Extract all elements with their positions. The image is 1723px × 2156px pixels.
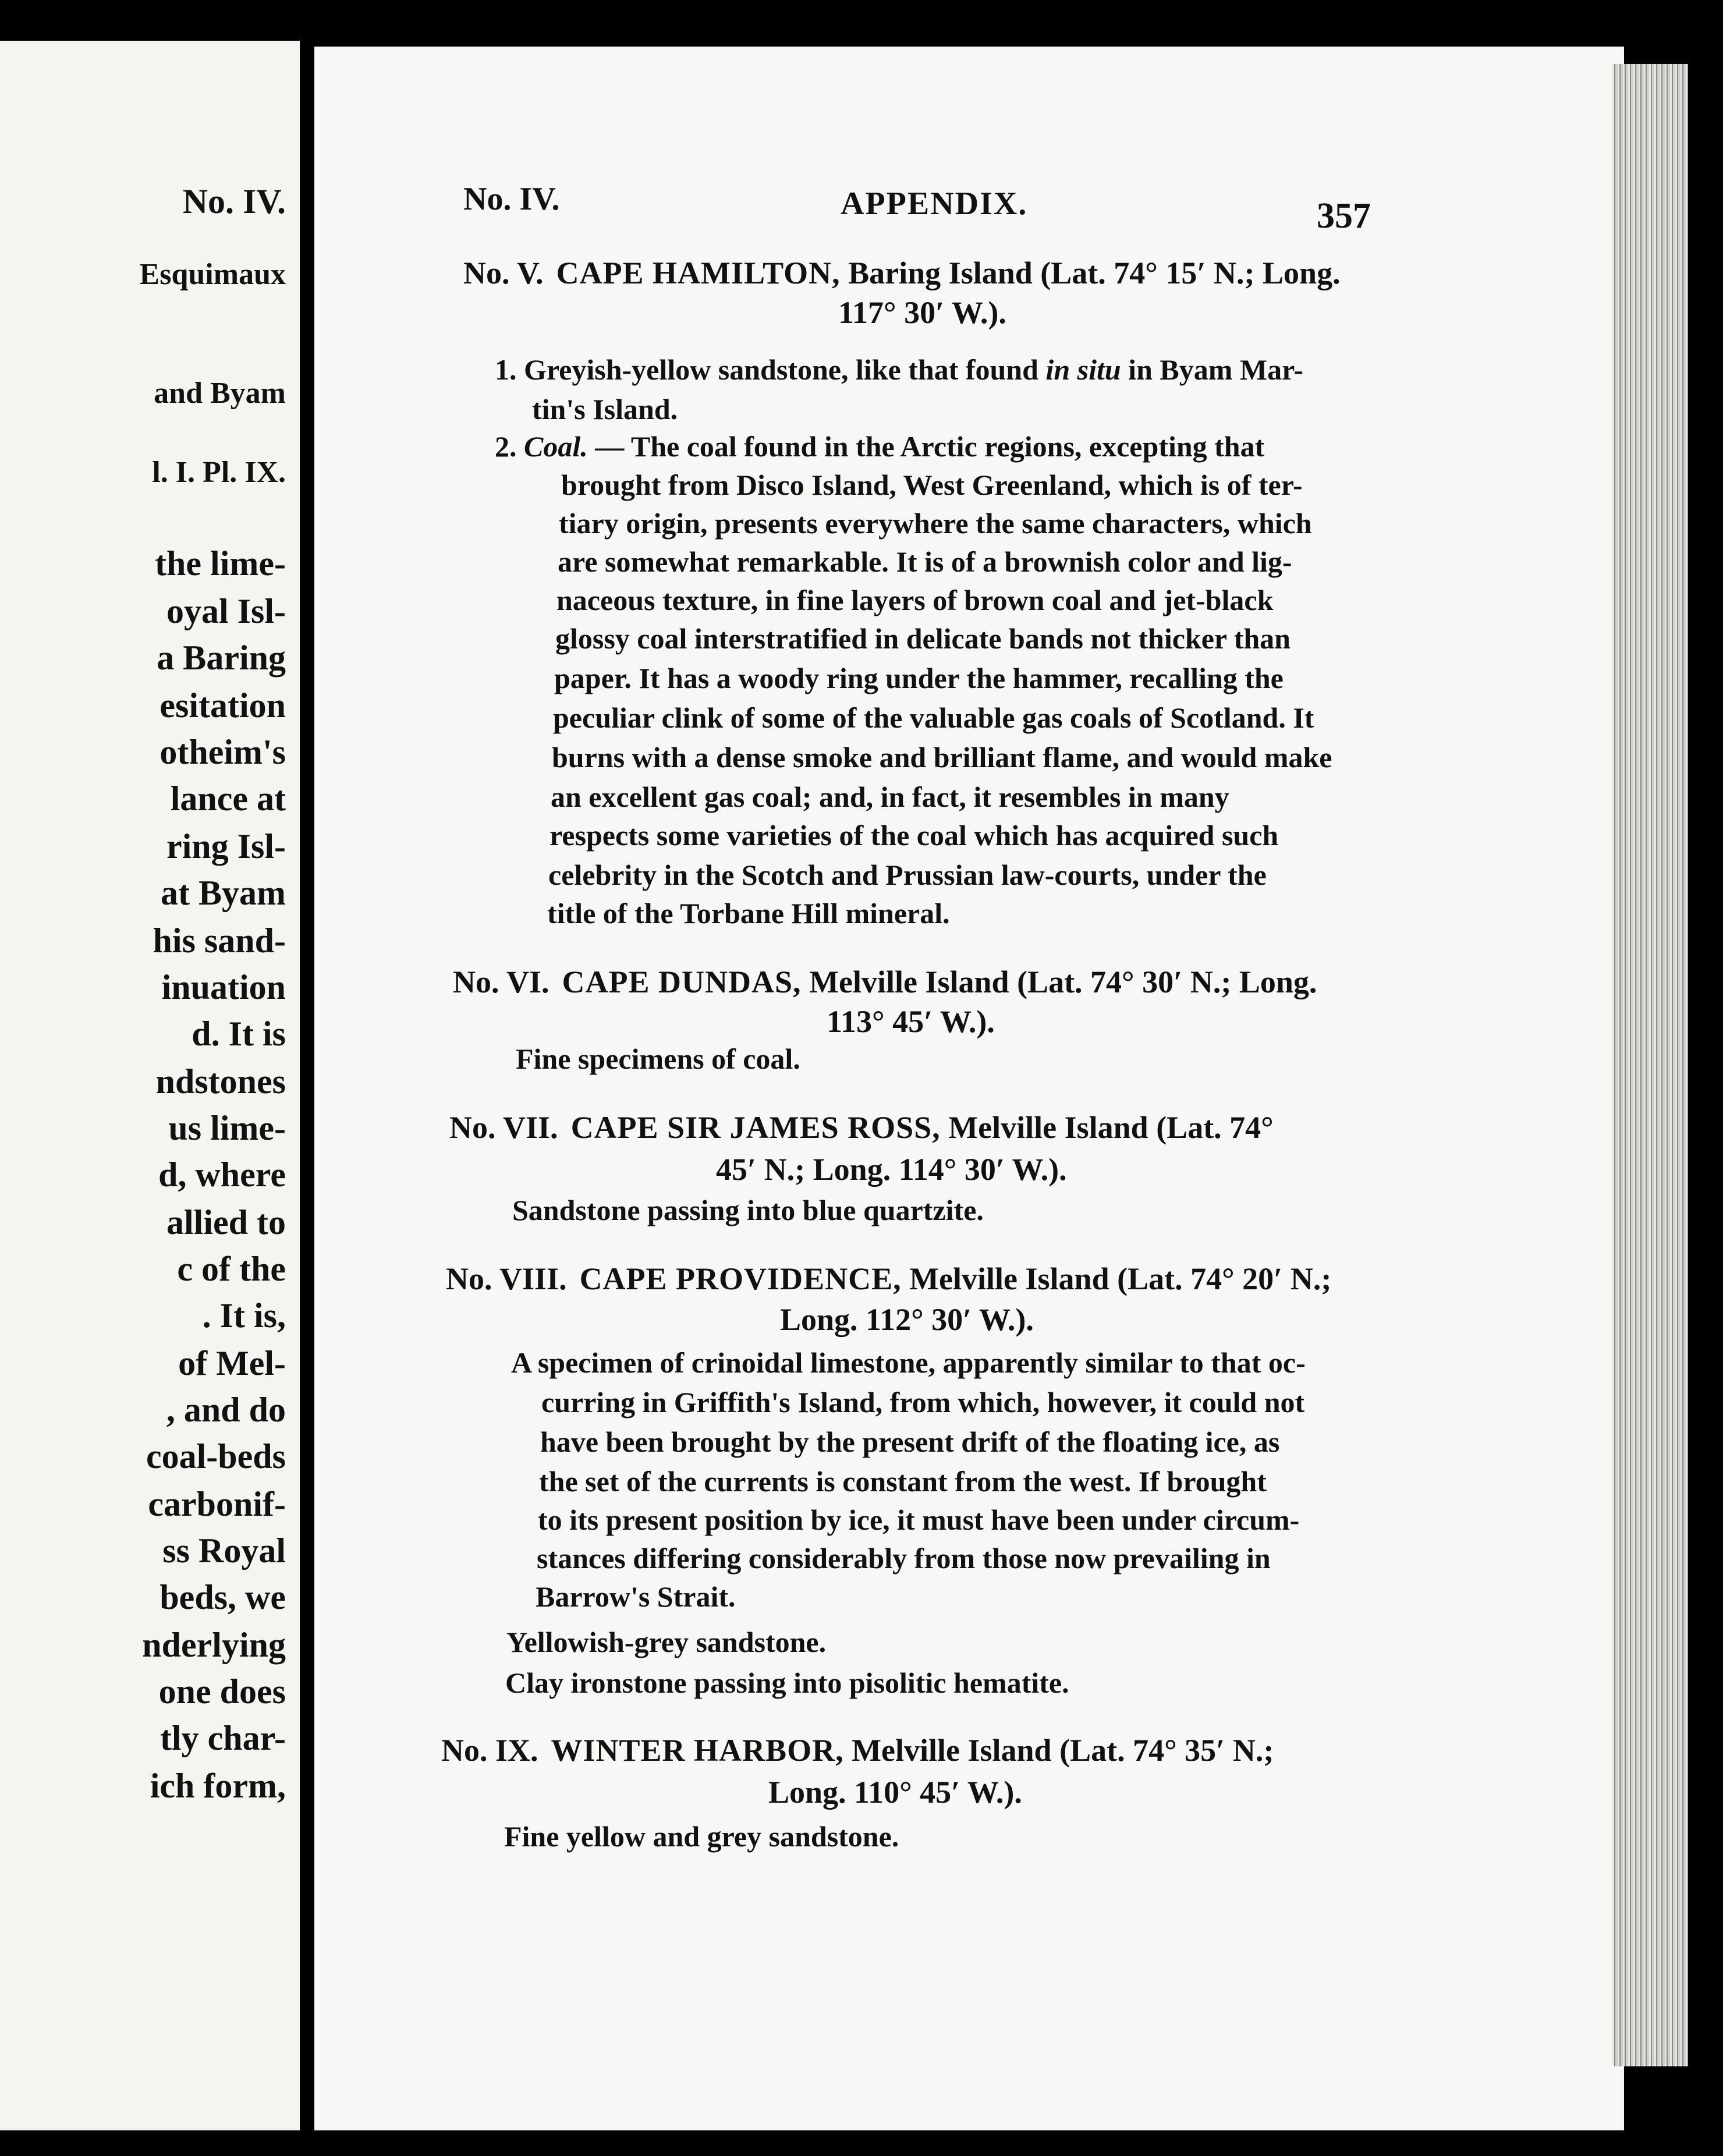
entry-place: CAPE HAMILTON, [556, 256, 841, 290]
left-line: us lime- [168, 1109, 286, 1147]
right-page [314, 47, 1624, 2130]
body-line: the set of the currents is constant from the west. If brought [539, 1465, 1267, 1498]
entry-heading [446, 1263, 1331, 1295]
left-line: coal-beds [146, 1437, 286, 1476]
entry-place: WINTER HARBOR, [551, 1733, 844, 1768]
running-head-title: APPENDIX. [841, 186, 1028, 222]
entry-heading [449, 1112, 1274, 1143]
left-line: otheim's [159, 733, 286, 771]
left-line: lance at [170, 779, 286, 818]
entry-place: CAPE SIR JAMES ROSS, [570, 1110, 941, 1145]
left-line: carbonif- [148, 1485, 286, 1523]
entry-location: Melville Island (Lat. 74° 30′ N.; Long. [809, 964, 1317, 999]
left-line: beds, we [159, 1578, 286, 1616]
entry-location: Melville Island (Lat. 74° [948, 1110, 1274, 1145]
running-head-left: No. IV. [463, 181, 560, 217]
left-line: d, where [158, 1155, 286, 1194]
left-line: ss Royal [162, 1531, 286, 1570]
item-text: 2. [495, 430, 524, 463]
body-line: Sandstone passing into blue quartzite. [512, 1194, 984, 1226]
page-edges [1612, 64, 1688, 2066]
left-line: ich form, [150, 1767, 286, 1805]
item-line [495, 355, 1303, 384]
left-line: l. I. Pl. IX. [152, 456, 286, 489]
item-text: 1. Greyish-yellow sandstone, like that found [495, 353, 1046, 386]
body-line: to its present position by ice, it must have been under circum- [538, 1503, 1300, 1536]
item-italic: in situ [1045, 353, 1121, 386]
body-line: curring in Griffith's Island, from which, however, it could not [541, 1386, 1305, 1419]
left-line: oyal Isl- [166, 592, 286, 630]
left-line: Esquimaux [139, 258, 286, 291]
entry-heading [453, 966, 1317, 998]
left-line: and Byam [154, 377, 286, 410]
left-line: nderlying [142, 1626, 286, 1664]
entry-number: No. IX. [441, 1733, 538, 1768]
left-line: d. It is [192, 1015, 286, 1053]
body-line: stances differing considerably from those now prevailing in [537, 1542, 1271, 1575]
body-line: A specimen of crinoidal limestone, apparently similar to that oc- [511, 1346, 1306, 1379]
body-line: paper. It has a woody ring under the hammer, recalling the [554, 662, 1284, 694]
body-line: title of the Torbane Hill mineral. [547, 897, 950, 930]
entry-location: Melville Island (Lat. 74° 20′ N.; [909, 1261, 1332, 1296]
left-line: , and do [166, 1391, 286, 1429]
entry-place: CAPE PROVIDENCE, [579, 1261, 902, 1296]
body-line: celebrity in the Scotch and Prussian law-courts, under the [548, 859, 1267, 891]
entry-coordinates: 117° 30′ W.). [838, 295, 1006, 330]
body-line: glossy coal interstratified in delicate bands not thicker than [555, 622, 1291, 655]
left-line: his sand- [153, 921, 286, 960]
entry-heading [441, 1735, 1274, 1766]
left-running-head: No. IV. [182, 182, 286, 221]
entry-heading [463, 257, 1341, 289]
body-line: peculiar clink of some of the valuable gas coals of Scotland. It [553, 701, 1314, 734]
body-line: respects some varieties of the coal which has acquired such [549, 819, 1279, 852]
entry-location: Baring Island (Lat. 74° 15′ N.; Long. [848, 256, 1341, 290]
left-line: ring Isl- [166, 827, 286, 866]
item-text: in Byam Mar- [1121, 353, 1304, 386]
entry-number: No. VI. [453, 964, 549, 999]
entry-coordinates: 113° 45′ W.). [827, 1004, 995, 1039]
body-line: Fine specimens of coal. [516, 1042, 800, 1075]
page-number: 357 [1317, 196, 1371, 236]
left-page [0, 41, 300, 2130]
body-line: Fine yellow and grey sandstone. [504, 1820, 899, 1853]
body-line: Clay ironstone passing into pisolitic hematite. [505, 1666, 1069, 1699]
body-line: are somewhat remarkable. It is of a brownish color and lig- [558, 545, 1292, 578]
left-line: ndstones [155, 1062, 286, 1101]
item-line [495, 432, 1264, 461]
left-line: at Byam [161, 874, 286, 912]
body-line: tiary origin, presents everywhere the same characters, which [559, 507, 1312, 540]
left-line: esitation [159, 686, 286, 725]
left-line: a Baring [157, 639, 286, 677]
entry-number: No. VII. [449, 1110, 558, 1145]
body-line: Barrow's Strait. [536, 1580, 736, 1613]
body-line: have been brought by the present drift of the floating ice, as [540, 1425, 1280, 1458]
item-line: tin's Island. [532, 393, 678, 425]
body-line: naceous texture, in fine layers of brown coal and jet-black [556, 584, 1274, 616]
left-line: allied to [166, 1203, 286, 1242]
entry-place: CAPE DUNDAS, [562, 964, 802, 999]
item-text: — The coal found in the Arctic regions, excepting that [587, 430, 1265, 463]
body-line: an excellent gas coal; and, in fact, it resembles in many [551, 781, 1229, 813]
entry-coordinates: 45′ N.; Long. 114° 30′ W.). [716, 1152, 1067, 1187]
body-line: brought from Disco Island, West Greenland, which is of ter- [561, 469, 1303, 501]
entry-number: No. V. [463, 256, 544, 290]
entry-coordinates: Long. 112° 30′ W.). [780, 1302, 1034, 1337]
left-line: one does [158, 1672, 286, 1711]
left-line: the lime- [155, 544, 286, 583]
entry-number: No. VIII. [446, 1261, 567, 1296]
entry-coordinates: Long. 110° 45′ W.). [768, 1775, 1022, 1810]
left-line: inuation [161, 968, 286, 1006]
left-line: c of the [177, 1250, 286, 1288]
left-line: tly char- [159, 1719, 286, 1757]
body-line: burns with a dense smoke and brilliant flame, and would make [552, 741, 1332, 774]
left-line: . It is, [202, 1296, 286, 1335]
left-line: of Mel- [178, 1344, 286, 1382]
entry-location: Melville Island (Lat. 74° 35′ N.; [852, 1733, 1274, 1768]
item-italic: Coal. [524, 430, 588, 463]
body-line: Yellowish-grey sandstone. [506, 1626, 827, 1658]
